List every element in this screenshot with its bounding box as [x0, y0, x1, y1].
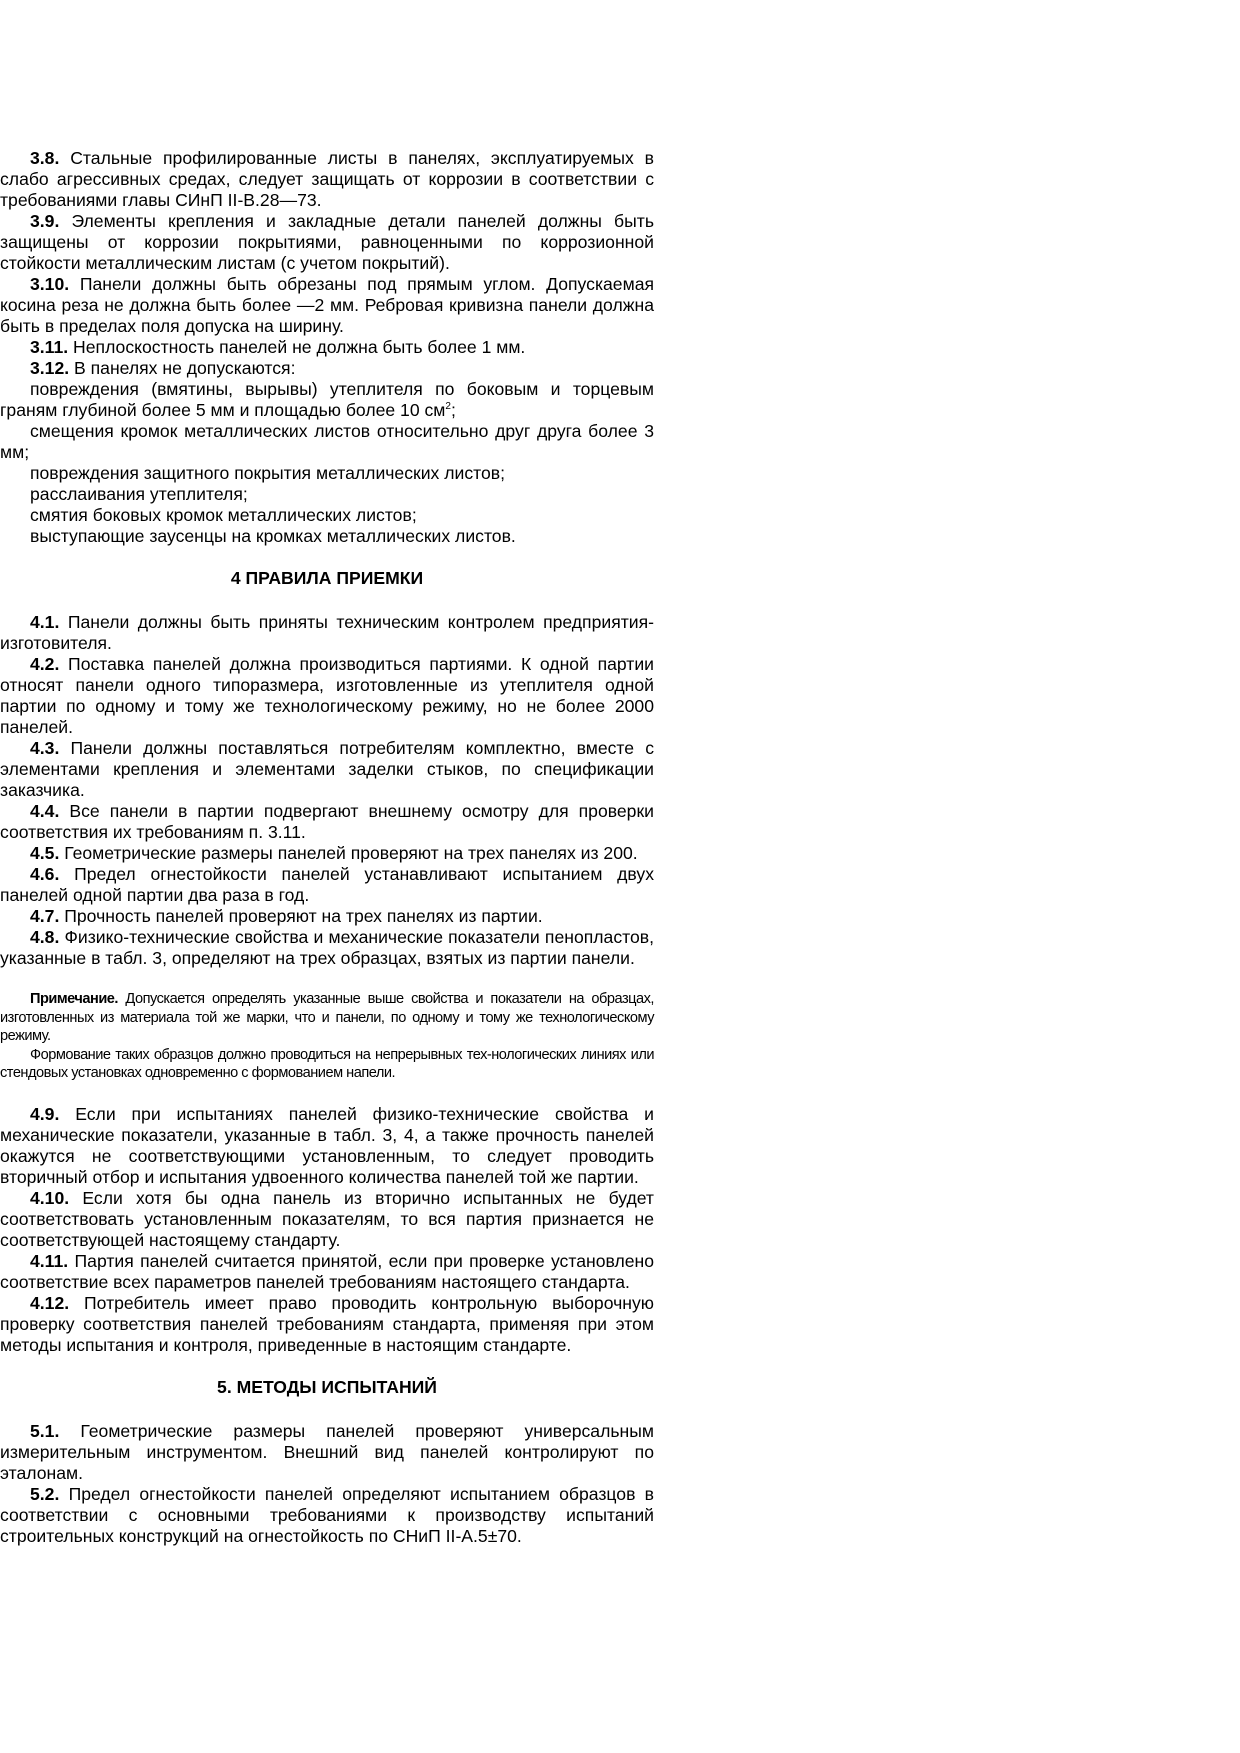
clause-number: 4.2.	[30, 654, 60, 674]
clause-text: Панели должны быть обрезаны под прямым углом. Допускаемая косина реза не должна быть более —2 мм. Ребровая кривизна панели должна быть в пределах поля допуска на ширину.	[0, 274, 654, 336]
clause-number: 4.1.	[30, 612, 60, 632]
clause-number: 3.12.	[30, 358, 70, 378]
clause-4-6	[0, 864, 654, 906]
clause-4-7	[0, 906, 654, 927]
clause-number: 4.7.	[30, 906, 60, 926]
clause-text: Предел огнестойкости панелей определяют испытанием образцов в соответствии с основными требованиями к производству испытаний строительных конструкций на огнестойкость по СНиП II-А.5±70.	[0, 1483, 654, 1546]
clause-text: Все панели в партии подвергают внешнему осмотру для проверки соответствия их требованиям п. 3.11.	[0, 801, 654, 842]
note-text: Допускается определять указанные выше свойства и показатели на образцах, изготовленных из материала той же марки, что и панели, по одному и тому же технологическому режиму.	[0, 991, 654, 1044]
clause-number: 4.3.	[30, 738, 60, 758]
defect-item: расслаивания утеплителя;	[30, 484, 248, 504]
defect-item: выступающие заусенцы на кромках металлических листов.	[30, 526, 516, 546]
clause-4-9	[0, 1104, 654, 1188]
clause-4-5	[0, 843, 654, 864]
clause-3-8	[0, 148, 654, 211]
clause-text: Потребитель имеет право проводить контрольную выборочную проверку соответствия панелей требованиям стандарта, применяя при этом методы испытания и контроля, приведенные в настоящим стандарте.	[0, 1292, 654, 1355]
defect-item: смятия боковых кромок металлических листов;	[30, 505, 417, 525]
defect-item: повреждения защитного покрытия металлических листов;	[30, 463, 505, 483]
defect-item: повреждения (вмятины, вырывы) утеплителя по боковым и торцевым граням глубиной более 5 мм и площадью более 10 $см^2$;	[0, 379, 654, 420]
note-paragraph	[0, 990, 654, 1046]
clause-text: Партия панелей считается принятой, если при проверке установлено соответствие всех параметров панелей требованиям настоящего стандарта.	[0, 1250, 654, 1292]
clause-number: 3.11.	[30, 337, 69, 357]
clause-text: Физико-технические свойства и механические показатели пенопластов, указанные в табл. 3, определяют на трех образцах, взятых из партии панели.	[0, 927, 654, 968]
clause-text: Стальные профилированные листы в панелях, эксплуатируемых в слабо агрессивных средах, следует защищать от коррозии в соответствии с требованиями главы СИнП II-В.28—73.	[0, 148, 654, 210]
clause-5-1	[0, 1421, 654, 1484]
clause-4-8	[0, 927, 654, 969]
clause-number: 4.5.	[30, 843, 60, 863]
clause-3-9	[0, 211, 654, 274]
clause-number: 4.9.	[30, 1103, 60, 1124]
clause-number: 5.1.	[30, 1420, 60, 1441]
clause-3-12	[0, 358, 654, 379]
clause-number: 4.8.	[30, 927, 60, 947]
clause-text: Элементы крепления и закладные детали панелей должны быть защищены от коррозии покрытиями, равноценными по коррозионной стойкости металлическим листам (с учетом покрытий).	[0, 211, 654, 273]
clause-3-11	[0, 337, 654, 358]
clause-number: 5.2.	[30, 1483, 60, 1504]
clause-number: 3.9.	[30, 211, 60, 231]
clause-3-10	[0, 274, 654, 337]
defect-item: смещения кромок металлических листов относительно друг друга более 3 мм;	[0, 421, 654, 462]
clause-number: 4.10.	[30, 1187, 70, 1208]
clause-4-12	[0, 1293, 654, 1356]
clause-5-2	[0, 1484, 654, 1547]
clause-4-2	[0, 654, 654, 738]
clause-4-11	[0, 1251, 654, 1293]
clause-number: 3.8.	[30, 148, 60, 168]
clause-number: 4.11.	[30, 1250, 69, 1271]
clause-text: Панели должны поставляться потребителям комплектно, вместе с элементами крепления и элементами заделки стыков, по спецификации заказчика.	[0, 738, 654, 800]
clause-number: 4.12.	[30, 1292, 70, 1313]
clause-4-4	[0, 801, 654, 843]
clause-number: 3.10.	[30, 274, 70, 294]
section-heading-5: 5. МЕТОДЫ ИСПЫТАНИЙ	[217, 1376, 437, 1397]
note-paragraph: Формование таких образцов должно проводиться на непрерывных тех-нологических линиях или стендовых установках одновременно с формованием напели.	[0, 1046, 654, 1081]
clause-text: Неплоскостность панелей не должна быть более 1 мм.	[68, 337, 526, 357]
clause-text: Панели должны быть приняты техническим контролем предприятия-изготовителя.	[0, 612, 654, 653]
clause-text: Если хотя бы одна панель из вторично испытанных не будет соответствовать установленным показателям, то вся партия признается не соответствующей настоящему стандарту.	[0, 1187, 654, 1250]
clause-number: 4.6.	[30, 864, 60, 884]
section-heading-4: 4 ПРАВИЛА ПРИЕМКИ	[230, 568, 424, 588]
document-page	[0, 148, 654, 1547]
clause-text: Предел огнестойкости панелей устанавливают испытанием двух панелей одной партии два раза в год.	[0, 864, 654, 905]
superscript: 2	[445, 401, 451, 413]
clause-text: Геометрические размеры панелей проверяют на трех панелях из 200.	[59, 843, 638, 863]
clause-4-10	[0, 1188, 654, 1251]
clause-text: Прочность панелей проверяют на трех панелях из партии.	[59, 906, 543, 926]
note-label: Примечание.	[30, 991, 118, 1007]
clause-number: 4.4.	[30, 801, 60, 821]
clause-4-1	[0, 612, 654, 654]
clause-text: Геометрические размеры панелей проверяют универсальным измерительным инструментом. Внешний вид панелей контролируют по эталонам.	[0, 1420, 654, 1483]
clause-text: Поставка панелей должна производиться партиями. К одной партии относят панели одного типоразмера, изготовленные из утеплителя одной партии по одному и тому же технологическому режиму, но не более 2000 панелей.	[0, 654, 654, 737]
clause-text: В панелях не допускаются:	[69, 358, 296, 378]
clause-text: Если при испытаниях панелей физико-технические свойства и механические показатели, указанные в табл. 3, 4, а также прочность панелей окажутся не соответствующими установленным, то следует проводить вторичный отбор и испытания удвоенного количества панелей той же партии.	[0, 1103, 654, 1187]
clause-4-3	[0, 738, 654, 801]
